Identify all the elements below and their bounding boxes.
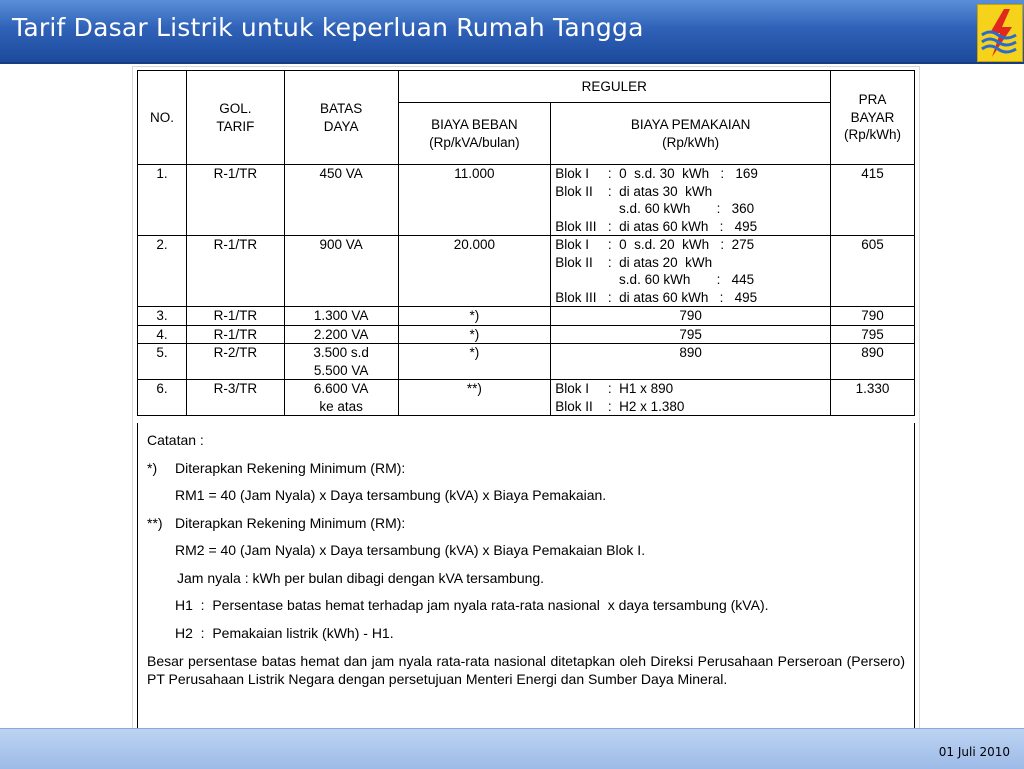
note-star2-text: Diterapkan Rekening Minimum (RM): <box>175 514 406 531</box>
cell-daya: 6.600 VA ke atas <box>284 380 398 416</box>
cell-beban: *) <box>398 307 551 326</box>
header-biaya-beban: BIAYA BEBAN (Rp/kVA/bulan) <box>398 103 551 165</box>
table-row <box>138 380 915 416</box>
header-batas-daya: BATAS DAYA <box>284 71 398 165</box>
table-row <box>138 325 915 344</box>
note-rm1: RM1 = 40 (Jam Nyala) x Daya tersambung (kVA) x Biaya Pemakaian. <box>175 487 607 503</box>
cell-no: 2. <box>138 236 187 307</box>
slide-title: Tarif Dasar Listrik untuk keperluan Rumah Tangga <box>12 13 644 42</box>
table-row <box>138 165 915 236</box>
cell-prabayar: 415 <box>831 165 915 236</box>
note-jam-nyala: Jam nyala : kWh per bulan dibagi dengan kVA tersambung. <box>177 569 545 586</box>
cell-prabayar: 790 <box>831 307 915 326</box>
cell-prabayar: 1.330 <box>831 380 915 416</box>
footer-bar <box>0 728 1024 769</box>
cell-pemakaian: 890 <box>551 344 831 380</box>
note-h1: H1 : Persentase batas hemat terhadap jam nyala rata-rata nasional x daya tersambung (kVA). <box>175 597 769 613</box>
cell-daya: 900 VA <box>284 236 398 307</box>
cell-prabayar: 890 <box>831 344 915 380</box>
cell-pemakaian: Blok I : 0 s.d. 20 kWh : 275 Blok II : di atas 20 kWh s.d. 60 kWh : 445 Blok III : di atas 60 kWh : 495 <box>551 236 831 307</box>
table-row <box>138 307 915 326</box>
note-paragraph: Besar persentase batas hemat dan jam nyala rata-rata nasional ditetapkan oleh Direksi Perusahaan Perseroan (Persero) PT Perusahaan Listrik Negara dengan persetujuan Menteri Energi dan Sumber Daya Mineral. <box>147 653 905 687</box>
tariff-table <box>137 70 915 416</box>
header-gol-tarif: GOL. TARIF <box>186 71 284 165</box>
cell-pemakaian: Blok I : H1 x 890 Blok II : H2 x 1.380 <box>551 380 831 416</box>
cell-daya: 450 VA <box>284 165 398 236</box>
cell-gol: R-1/TR <box>186 165 284 236</box>
cell-no: 4. <box>138 325 187 344</box>
cell-beban: 20.000 <box>398 236 551 307</box>
cell-no: 5. <box>138 344 187 380</box>
cell-daya: 1.300 VA <box>284 307 398 326</box>
notes-section <box>137 423 915 731</box>
note-rm2: RM2 = 40 (Jam Nyala) x Daya tersambung (kVA) x Biaya Pemakaian Blok I. <box>175 542 646 558</box>
cell-daya: 3.500 s.d 5.500 VA <box>284 344 398 380</box>
cell-no: 1. <box>138 165 187 236</box>
cell-gol: R-1/TR <box>186 236 284 307</box>
header-pra-bayar: PRA BAYAR (Rp/kWh) <box>831 71 915 165</box>
cell-daya: 2.200 VA <box>284 325 398 344</box>
pln-lightning-logo <box>977 4 1023 62</box>
footer-date: 01 Juli 2010 <box>938 745 1010 759</box>
note-h2: H2 : Pemakaian listrik (kWh) - H1. <box>175 624 394 641</box>
notes-heading: Catatan : <box>147 432 204 448</box>
cell-pemakaian: Blok I : 0 s.d. 30 kWh : 169 Blok II : di atas 30 kWh s.d. 60 kWh : 360 Blok III : di atas 60 kWh : 495 <box>551 165 831 236</box>
cell-no: 3. <box>138 307 187 326</box>
cell-beban: 11.000 <box>398 165 551 236</box>
title-bar <box>0 0 1024 64</box>
header-no: NO. <box>138 71 187 165</box>
table-row <box>138 236 915 307</box>
note-star1-mark: *) <box>147 459 158 476</box>
cell-pemakaian: 795 <box>551 325 831 344</box>
table-row <box>138 344 915 380</box>
cell-prabayar: 605 <box>831 236 915 307</box>
cell-pemakaian: 790 <box>551 307 831 326</box>
cell-no: 6. <box>138 380 187 416</box>
note-star2 <box>147 514 905 542</box>
cell-gol: R-3/TR <box>186 380 284 416</box>
note-star1-text: Diterapkan Rekening Minimum (RM): <box>175 459 406 476</box>
cell-gol: R-1/TR <box>186 325 284 344</box>
header-reguler: REGULER <box>398 71 831 103</box>
cell-beban: **) <box>398 380 551 416</box>
cell-beban: *) <box>398 344 551 380</box>
tariff-document <box>132 66 920 738</box>
cell-gol: R-2/TR <box>186 344 284 380</box>
header-biaya-pemakaian: BIAYA PEMAKAIAN (Rp/kWh) <box>551 103 831 165</box>
cell-prabayar: 795 <box>831 325 915 344</box>
note-star2-mark: **) <box>147 514 163 531</box>
cell-gol: R-1/TR <box>186 307 284 326</box>
cell-beban: *) <box>398 325 551 344</box>
note-star1 <box>147 459 905 487</box>
